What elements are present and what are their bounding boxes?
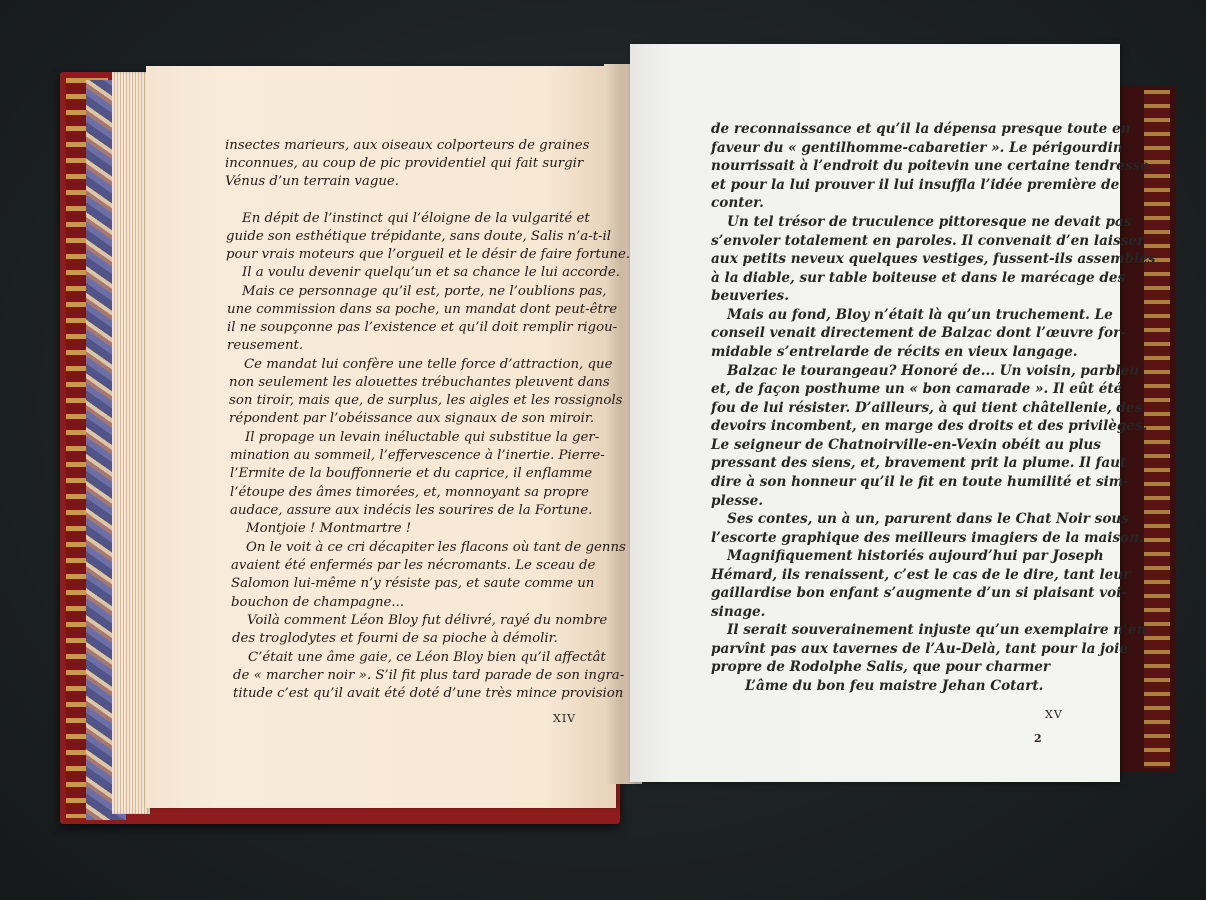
left-line: On le voit à ce cri décapiter les flacons où tant de genns (246, 540, 626, 555)
right-line: Mais au fond, Bloy n’était là qu’un truchement. Le (727, 307, 1113, 323)
left-line: bouchon de champagne... (231, 595, 405, 610)
right-line: conter. (711, 195, 764, 211)
left-line: insectes marieurs, aux oiseaux colporteurs de graines (225, 138, 590, 153)
right-line: Le seigneur de Chatnoirville-en-Vexin obéit au plus (711, 437, 1101, 453)
left-line: Voilà comment Léon Bloy fut délivré, rayé du nombre (247, 613, 608, 628)
left-line: mination au sommeil, l’effervescence à l’inertie. Pierre- (230, 448, 605, 463)
left-page-number: XIV (553, 712, 577, 725)
signature-mark: 2 (1034, 732, 1043, 745)
left-line: En dépit de l’instinct qui l’éloigne de la vulgarité et (242, 211, 590, 226)
right-line: faveur du « gentilhomme-cabaretier ». Le périgourdin (711, 140, 1123, 156)
left-line: une commission dans sa poche, un mandat dont peut-être (227, 302, 618, 317)
right-line: à la diable, sur table boiteuse et dans le marécage des (711, 270, 1126, 286)
left-line: Ce mandat lui confère une telle force d’attraction, que (244, 357, 613, 372)
right-line: dire à son honneur qu’il le fit en toute humilité et sim- (711, 474, 1129, 490)
right-line: l’escorte graphique des meilleurs imagiers de la maison. (711, 530, 1144, 546)
left-line: l’Ermite de la bouffonnerie et du caprice, il enflamme (230, 466, 593, 481)
right-line: midable s’entrelarde de récits en vieux langage. (711, 344, 1078, 360)
right-line: Magnifiquement historiés aujourd’hui par Joseph (727, 548, 1104, 564)
right-line: aux petits neveux quelques vestiges, fussent-ils assemblés (711, 251, 1156, 267)
right-line: Il serait souverainement injuste qu’un exemplaire n’en (727, 622, 1147, 638)
right-line: nourrissait à l’endroit du poitevin une certaine tendresse, (711, 158, 1154, 174)
right-line: conseil venait directement de Balzac dont l’œuvre for- (711, 325, 1126, 341)
left-line: titude c’est qu’il avait été doté d’une très mince provision (233, 686, 624, 701)
right-line: gaillardise bon enfant s’augmente d’un si plaisant voi- (711, 585, 1127, 601)
page-edges (112, 72, 150, 814)
left-line: Il a voulu devenir quelqu’un et sa chance le lui accorde. (242, 265, 620, 280)
left-line: Il propage un levain inéluctable qui substitue la ger- (245, 430, 600, 445)
left-line: répondent par l’obéissance aux signaux de son miroir. (229, 411, 595, 426)
right-page-number: XV (1045, 708, 1063, 721)
left-line: pour vrais moteurs que l’orgueil et le désir de faire fortune. (226, 247, 631, 262)
right-line: Un tel trésor de truculence pittoresque ne devait pas (727, 214, 1132, 230)
left-line: inconnues, au coup de pic providentiel qui fait surgir (225, 156, 584, 171)
left-line: il ne soupçonne pas l’existence et qu’il doit remplir rigou- (227, 320, 618, 335)
left-line: l’étoupe des âmes timorées, et, monnoyant sa propre (230, 485, 589, 500)
right-line: pressant des siens, et, bravement prit la plume. Il faut (711, 455, 1127, 471)
left-line: Mais ce personnage qu’il est, porte, ne l’oublions pas, (242, 284, 607, 299)
left-line: Montjoie ! Montmartre ! (246, 521, 412, 536)
right-line: s’envoler totalement en paroles. Il convenait d’en laisser (711, 233, 1145, 249)
right-line: Ses contes, un à un, parurent dans le Chat Noir sous (727, 511, 1129, 527)
left-line: avaient été enfermés par les nécromants. Le sceau de (231, 558, 596, 573)
left-line: Vénus d’un terrain vague. (225, 174, 400, 189)
left-line: son tiroir, mais que, de surplus, les aigles et les rossignols (229, 393, 623, 408)
right-line: plesse. (711, 493, 764, 509)
left-line: audace, assure aux indécis les sourires de la Fortune. (230, 503, 593, 518)
right-line: L’âme du bon feu maistre Jehan Cotart. (745, 678, 1044, 694)
right-line: et pour la lui prouver il lui insuffla l’idée première de (711, 177, 1120, 193)
left-line: non seulement les alouettes trébuchantes pleuvent dans (229, 375, 610, 390)
right-line: sinage. (711, 604, 766, 620)
left-line: des troglodytes et fourni de sa pioche à démolir. (232, 631, 558, 646)
right-line: fou de lui résister. D’ailleurs, à qui tient châtellenie, des (711, 400, 1143, 416)
gilt-border-ornament (1144, 90, 1170, 768)
right-line: Balzac le tourangeau? Honoré de... Un voisin, parbleu (727, 363, 1140, 379)
right-line: de reconnaissance et qu’il la dépensa presque toute en (711, 121, 1131, 137)
left-line: guide son esthétique trépidante, sans doute, Salis n’a-t-il (226, 229, 612, 244)
left-line: de « marcher noir ». S’il fit plus tard parade de son ingra- (233, 668, 625, 683)
left-line: C’était une âme gaie, ce Léon Bloy bien qu’il affectât (248, 650, 606, 665)
right-line: et, de façon posthume un « bon camarade ». Il eût été (711, 381, 1123, 397)
right-line: parvînt pas aux tavernes de l’Au-Delà, tant pour la joie (711, 641, 1128, 657)
right-line: beuveries. (711, 288, 789, 304)
right-line: propre de Rodolphe Salis, que pour charmer (711, 659, 1051, 675)
left-line: Salomon lui-même n’y résiste pas, et saute comme un (231, 576, 595, 591)
right-line: Hémard, ils renaissent, c’est le cas de le dire, tant leur (711, 567, 1131, 583)
left-line: reusement. (227, 338, 304, 353)
right-line: devoirs incombent, en marge des droits et des privilèges. (711, 418, 1148, 434)
